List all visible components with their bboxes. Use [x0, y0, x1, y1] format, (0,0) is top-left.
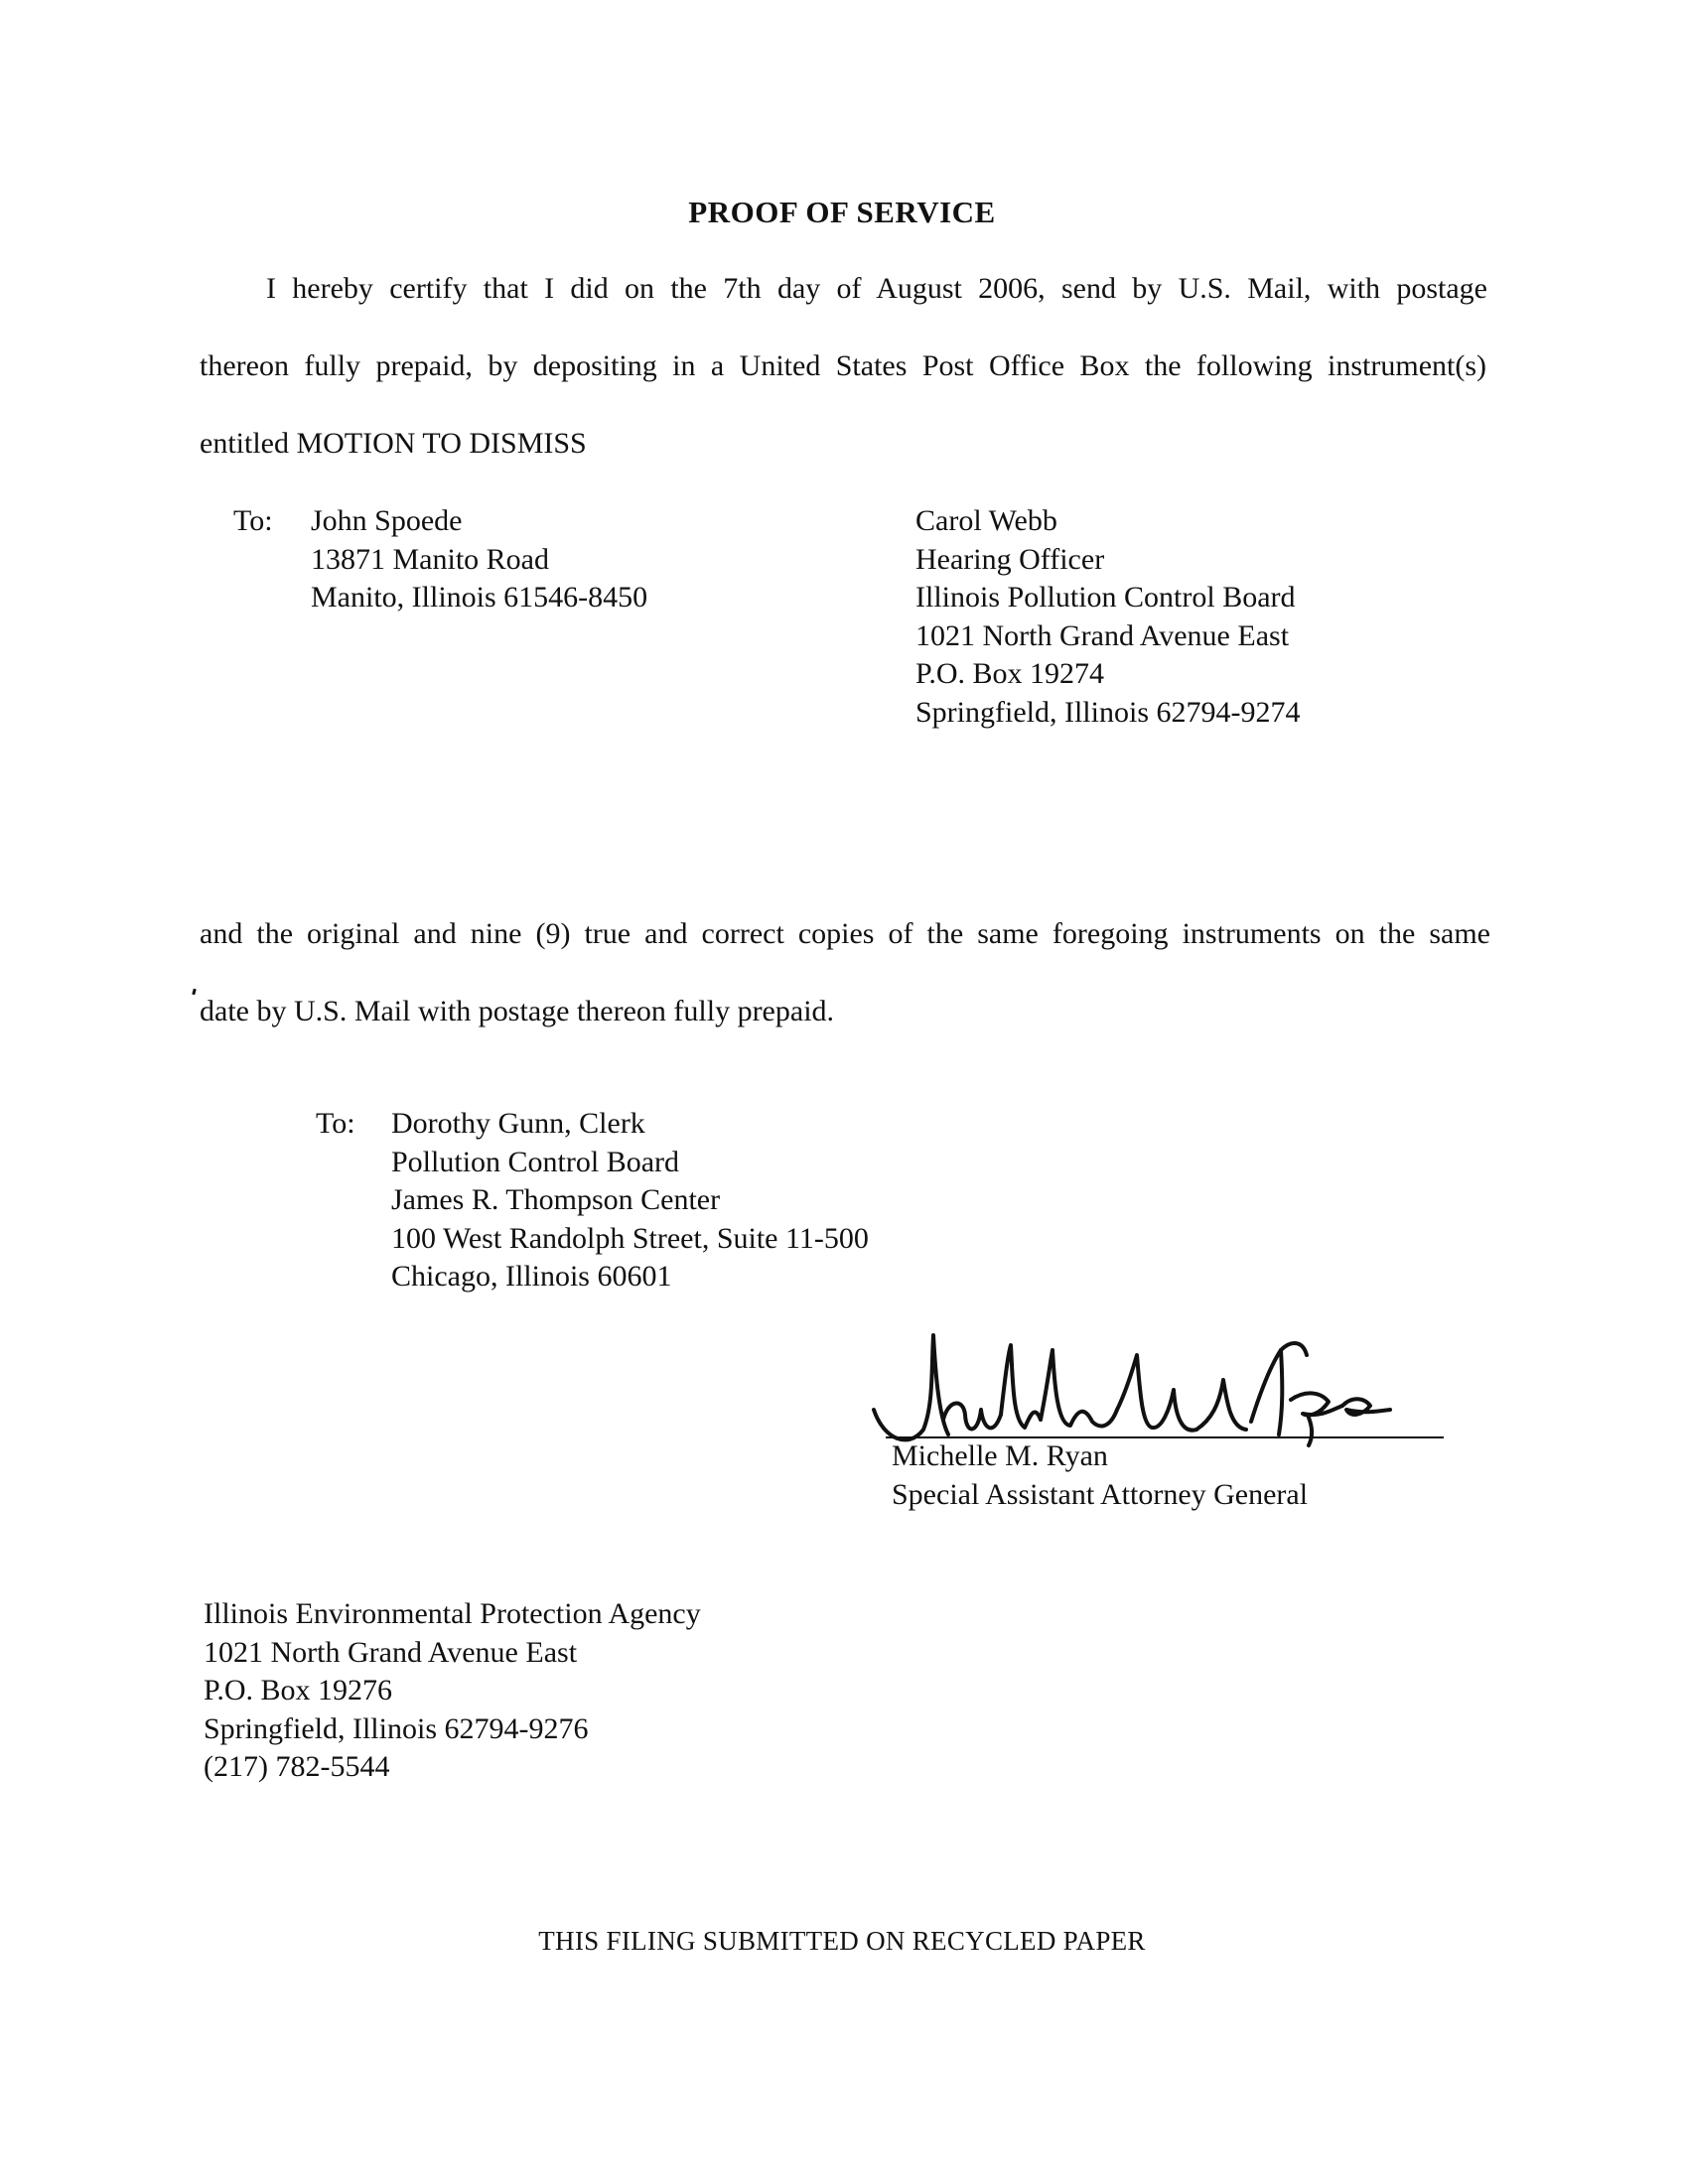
original-copies-line-1: and the original and nine (9) true and correct copies of the same foregoing instruments on the same: [200, 917, 1490, 950]
address-line: 13871 Manito Road: [311, 542, 549, 576]
recipient-address-right: [915, 502, 1300, 732]
original-copies-line-2: date by U.S. Mail with postage thereon fully prepaid.: [200, 995, 835, 1027]
address-line: P.O. Box 19274: [915, 657, 1105, 690]
address-line: Illinois Environmental Protection Agency: [204, 1597, 701, 1630]
recycled-paper-notice: THIS FILING SUBMITTED ON RECYCLED PAPER: [538, 1926, 1146, 1956]
address-line: P.O. Box 19276: [204, 1674, 393, 1706]
address-line: Springfield, Illinois 62794-9276: [204, 1711, 589, 1745]
address-line: Pollution Control Board: [391, 1145, 680, 1178]
to-label-clerk: To:: [316, 1107, 355, 1140]
signer-block: [892, 1437, 1308, 1514]
address-line: Hearing Officer: [915, 542, 1105, 576]
certification-line-1: I hereby certify that I did on the 7th day of August 2006, send by U.S. Mail, with postage: [266, 272, 1487, 305]
address-line: Dorothy Gunn, Clerk: [391, 1107, 645, 1140]
signer-name: Michelle M. Ryan: [892, 1439, 1108, 1472]
signer-title: Special Assistant Attorney General: [892, 1477, 1309, 1511]
address-line: Chicago, Illinois 60601: [391, 1260, 672, 1293]
address-line: Carol Webb: [915, 504, 1057, 537]
to-label: To:: [233, 504, 273, 537]
certification-line-2: thereon fully prepaid, by depositing in a United States Post Office Box the following instrument(s): [200, 349, 1486, 382]
address-line: John Spoede: [311, 504, 463, 537]
address-line: 100 West Randolph Street, Suite 11-500: [391, 1221, 869, 1255]
address-line: Manito, Illinois 61546-8450: [311, 581, 648, 614]
clerk-address: [391, 1105, 869, 1297]
ink-speck: [192, 989, 196, 996]
address-line: James R. Thompson Center: [391, 1183, 721, 1216]
address-line: Springfield, Illinois 62794-9274: [915, 695, 1301, 729]
address-line: 1021 North Grand Avenue East: [915, 618, 1290, 652]
recipient-address-left: [311, 502, 647, 617]
certification-line-3: entitled MOTION TO DISMISS: [200, 427, 587, 460]
address-line: 1021 North Grand Avenue East: [204, 1635, 578, 1669]
address-line: (217) 782-5544: [204, 1750, 390, 1783]
document-title: PROOF OF SERVICE: [688, 195, 996, 229]
agency-address: [204, 1595, 701, 1787]
address-line: Illinois Pollution Control Board: [915, 581, 1296, 614]
